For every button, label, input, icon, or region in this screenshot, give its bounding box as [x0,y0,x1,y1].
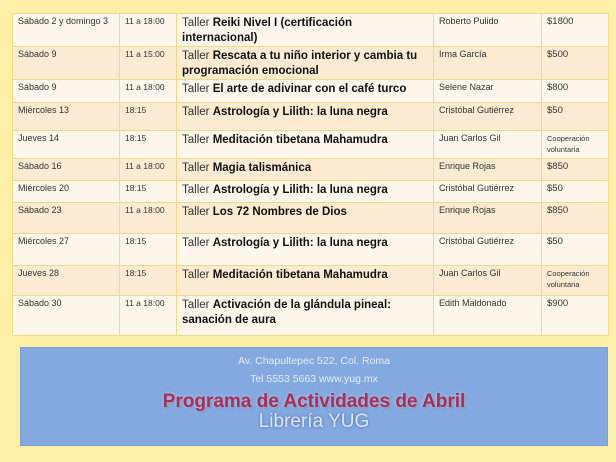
price-cell: $850 [542,159,609,181]
contact-text: Tel 5553 5663 www.yug.mx [250,373,378,385]
workshop-prefix: Taller [182,134,210,146]
date-cell: Sábado 2 y domingo 3 [13,14,120,47]
table-row [13,159,609,181]
instructor-cell: Roberto Pulido [434,14,542,47]
price-cell: $50 [542,234,609,266]
price-cell: $1800 [542,14,609,47]
workshop-title-cell [177,159,434,181]
instructor-cell: Cristóbal Gutiérrez [434,181,542,203]
store-name: Librería YUG [258,411,370,432]
instructor-cell: Cristóbal Gutiérrez [434,103,542,131]
workshop-title-cell [177,14,434,47]
date-cell: Sábado 16 [13,159,120,181]
date-cell: Sábado 30 [13,296,120,336]
table-row [13,181,609,203]
time-cell: 18:15 [120,234,177,266]
time-cell: 18:15 [120,181,177,203]
workshop-title-cell [177,234,434,266]
price-cell: $850 [542,203,609,234]
instructor-cell: Cristóbal Gutiérrez [434,234,542,266]
time-cell: 11 a 18:00 [120,159,177,181]
date-cell: Sábado 9 [13,80,120,103]
workshop-title-cell [177,181,434,203]
workshop-name: Astrología y Lilith: la luna negra [212,106,388,118]
workshop-name: Reiki Nivel I (certificación internacional) [182,17,353,44]
instructor-cell: Selene Nazar [434,80,542,103]
instructor-cell: Irma García [434,47,542,80]
instructor-cell: Edith Maldonado [434,296,542,336]
workshop-prefix: Taller [182,206,210,218]
date-cell: Sábado 9 [13,47,120,80]
workshop-title-cell [177,103,434,131]
workshop-name: Activación de la glándula pineal: sanación de aura [182,299,391,326]
workshop-title-cell [177,47,434,80]
workshop-name: El arte de adivinar con el café turco [212,83,407,95]
workshop-prefix: Taller [182,162,210,174]
workshop-prefix: Taller [182,269,210,281]
workshop-name: Los 72 Nombres de Dios [212,206,347,218]
table-row [13,80,609,103]
time-cell: 11 a 15:00 [120,47,177,80]
workshop-title-cell [177,131,434,159]
instructor-cell: Juan Carlos Gil [434,266,542,296]
price-cell: Cooperación voluntaria [542,131,609,159]
instructor-cell: Juan Carlos Gil [434,131,542,159]
workshop-prefix: Taller [182,299,210,311]
date-cell: Jueves 14 [13,131,120,159]
table-row [13,131,609,159]
time-cell: 11 a 18:00 [120,14,177,47]
workshop-prefix: Taller [182,83,210,95]
workshop-title-cell [177,203,434,234]
schedule-body [13,14,609,336]
date-cell: Jueves 28 [13,266,120,296]
price-cell: $50 [542,181,609,203]
date-cell: Miércoles 20 [13,181,120,203]
price-cell: $900 [542,296,609,336]
table-row [13,47,609,80]
workshop-prefix: Taller [182,106,210,118]
program-title: Programa de Actividades de Abril [162,391,466,412]
table-row [13,103,609,131]
instructor-cell: Enrique Rojas [434,203,542,234]
time-cell: 11 a 18:00 [120,80,177,103]
table-row [13,266,609,296]
workshop-name: Meditación tibetana Mahamudra [212,134,388,146]
time-cell: 18:15 [120,266,177,296]
workshop-name: Magia talismánica [212,162,312,174]
table-row [13,234,609,266]
workshop-prefix: Taller [182,17,210,29]
workshop-title-cell [177,80,434,103]
date-cell: Sábado 23 [13,203,120,234]
table-row [13,203,609,234]
workshop-title-cell [177,266,434,296]
table-row [13,296,609,336]
activities-schedule-table [12,13,609,336]
time-cell: 11 a 18:00 [120,296,177,336]
date-cell: Miércoles 27 [13,234,120,266]
address-text: Av. Chapultepec 522, Col. Roma [238,355,390,367]
price-cell: $500 [542,47,609,80]
price-cell: Cooperación voluntaria [542,266,609,296]
price-cell: $50 [542,103,609,131]
time-cell: 18:15 [120,103,177,131]
workshop-title-cell [177,296,434,336]
time-cell: 18:15 [120,131,177,159]
workshop-name: Meditación tibetana Mahamudra [212,269,388,281]
workshop-prefix: Taller [182,184,210,196]
table-row [13,14,609,47]
workshop-prefix: Taller [182,50,210,62]
footer-banner [20,347,608,446]
workshop-name: Rescata a tu niño interior y cambia tu programación emocional [182,50,418,77]
workshop-prefix: Taller [182,237,210,249]
date-cell: Miércoles 13 [13,103,120,131]
time-cell: 11 a 18:00 [120,203,177,234]
price-cell: $800 [542,80,609,103]
workshop-name: Astrología y Lilith: la luna negra [212,184,388,196]
workshop-name: Astrología y Lilith: la luna negra [212,237,388,249]
instructor-cell: Enrique Rojas [434,159,542,181]
